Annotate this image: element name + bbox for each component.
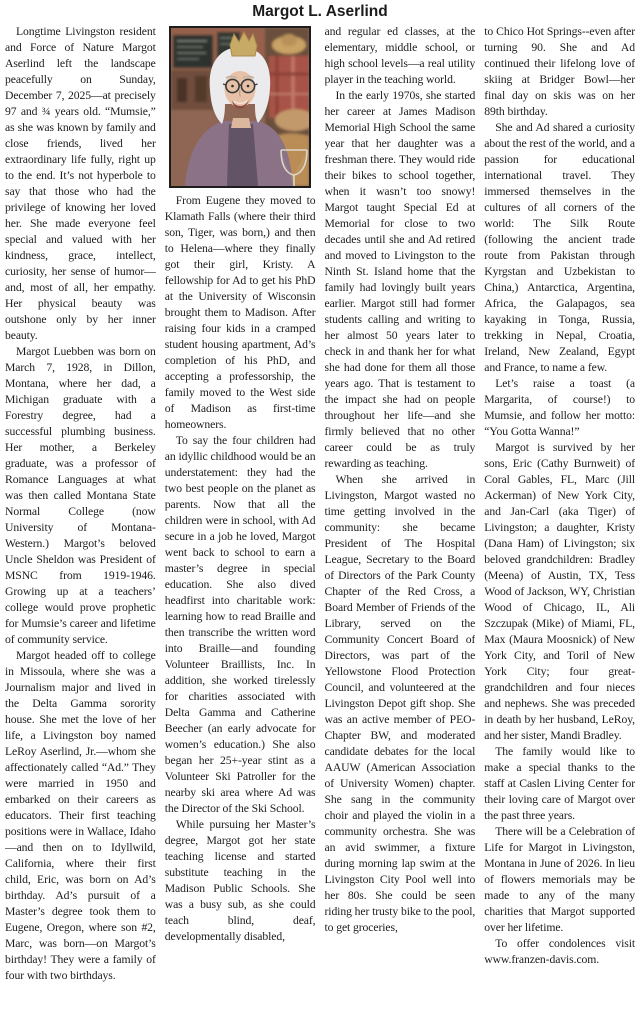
paragraph: Margot headed off to college in Missoula, where she was a Journalism major and lived in the Delta Gamma sorority house. She met the love of her life, a Livingston boy named LeRoy Aserlind, Jr.—whom she affectionately called “Ad.” They were married in 1950 and embarked on their careers as educators. Their first teaching positions were in Wallace, Idaho—and then on to Idyllwild, California, where their first child, Eric, was born on Ad’s birthday. Ad’s pursuit of a Master’s degree took them to Eugene, Oregon, where son #2, Marc, was born—on Margot’s birthday! They were a family of four with two birthdays. — [5, 649, 156, 982]
paragraph: While pursuing her Master’s degree, Margot got her state teaching license and started substitute teaching in the Madison Public Schools. She was a busy sub, as she could teach blind, deaf, developmentally disabled, — [164, 818, 316, 943]
portrait-photo-illustration — [171, 28, 309, 186]
paragraph: There will be a Celebration of Life for Margot in Livingston, Montana in June of 2026. In lieu of flowers memorials may be made to any of the many charities that Margot supported over her lifetime. — [484, 825, 635, 934]
paragraph: Margot Luebben was born on March 7, 1928, in Dillon, Montana, where her dad, a Michigan graduate with a Forestry degree, had a successful plumbing business. Her mother, a Berkeley graduate, was a professor of Romance Languages at what was then called Montana State Normal College (now University of Montana-Western.) Margot’s beloved Uncle Sheldon was President of MSNC from 1919-1946. Growing up at a teachers’ college would prove prophetic for Mumsie’s career and lifetime of community service. — [5, 345, 156, 646]
paragraph: When she arrived in Livingston, Margot wasted no time getting involved in the community: she became President of The Hospital League, Secretary to the Board of Directors of the Park County Chapter of the Red Cross, a Board Member of Friends of the Library, served on the Community Concert Board of Directors, was part of the Yellowstone Flood Protection Council, and volunteered at the Livingston Depot gift shop. She was an active member of PEO-Chapter BW, and moderated candidate debates for the local AAUW (American Association of University Women) chapter. She sang in the community choir and played the violin in a community orchestra. She was an avid swimmer, a fixture during morning lap swim at the Livingston City Pool well into her 80s. She could be seen riding her trusty bike to the pool, to get groceries, — [324, 473, 476, 934]
obituary-columns — [0, 22, 640, 1024]
text-column-1 — [5, 24, 156, 1024]
text-column-2 — [165, 24, 316, 1024]
paragraph: She and Ad shared a curiosity about the rest of the world, and a passion for educational international travel. They immersed themselves in the cultures of all corners of the world: The Silk Route (following the ancient trade route from Pakistan through Kyrgstan and Uzbekistan to China,) Antarctica, Argentina, Africa, the Galapagos, sea kayaking in Tonga, Russia, trekking in Nepal, Croatia, Ireland, New Zealand, Egypt and France, to name a few. — [484, 121, 635, 374]
paragraph: Margot is survived by her sons, Eric (Cathy Burnweit) of Coral Gables, FL, Marc (Jill Ackerman) of New York City, and Jan-Carl (aka Tiger) of Livingston; a daughter, Kristy (Dana Ham) of Livingston; six beloved grandchildren: Bradley (Meena) of Austin, TX, Tess Wood of Jackson, WY, Christian Wood of Chicago, IL, Ali Szczupak (Mike) of Miami, FL, Max (Maura Moosnick) of New York City, and Toril of New York City; four great-grandchildren and four nieces and nephews. She was preceded in death by her husband, LeRoy, and her sister, Mandi Bradley. — [484, 441, 635, 742]
paragraph: From Eugene they moved to Klamath Falls (where their third son, Tiger, was born,) and then to Helena—where they finally got their girl, Kristy. A fellowship for Ad to get his PhD at the University of Wisconsin brought them to Madison. After raising four kids in a cramped student housing apartment, Ad’s completion of his PhD, and accepting a professorship, the family moved to the West side of Madison as first-time homeowners. — [164, 194, 316, 431]
paragraph: Longtime Livingston resident and Force of Nature Margot Aserlind left the landscape peacefully on Sunday, December 7, 2025—at precisely 97 and ¾ years old. “Mumsie,” as she was known by family and close friends, lived her extraordinary life fully, right up to the end. It’s not hyperbole to say that those who had the privilege of knowing her loved her. She made everyone feel special and valued with her kindness, grace, intellect, curiosity, her sense of humor—and, most of all, her empathy. Her physical beauty was outshone only by her inner beauty. — [5, 25, 156, 342]
paragraph-continuation: to Chico Hot Springs--even after turning 90. She and Ad continued their lifelong love of skiing at Bridger Bowl—her final day on skis was on her 89th birthday. — [484, 25, 635, 118]
page-title: Margot L. Aserlind — [252, 3, 388, 20]
paragraph: In the early 1970s, she started her career at James Madison Memorial High School the same year that her daughter was a freshman there. They would ride their bikes to school together, when it wasn’t too snowy! Margot taught Special Ed at Memorial for close to two decades until she and Ad retired and moved to Livingston to the Ninth St. Island home that the family had lovingly built years earlier. Margot still had former students calling and writing to her almost 50 years later to check in and thank her for what she had done for them all those years ago. That is testament to the impact she had on people throughout her life—and she firmly believed that no other career could be as truly rewarding as teaching. — [324, 89, 476, 470]
portrait-photo — [169, 26, 311, 188]
paragraph: To say the four children had an idyllic childhood would be an understatement: they had the two best people on the planet as parents. Now that all the children were in school, with Ad secure in a job he loved, Margot went back to school to earn a master’s degree in special education. She also dived headfirst into charitable work: learning how to read Braille and then transcribe the written word into Braille—and founding Volunteer Braillists, Inc. In addition, she worked tirelessly for charities associated with Delta Gamma and Catherine Beecher (an early advocate for women’s education.) She also began her 25+-year stint as a Volunteer Ski Patroller for the nearby ski area where Ad was the Director of the Ski School. — [164, 434, 316, 815]
text-column-3 — [325, 24, 476, 1024]
paragraph: To offer condolences visit www.franzen-davis.com. — [484, 937, 635, 966]
text-column-4 — [484, 24, 635, 1024]
paragraph: Let’s raise a toast (a Margarita, of course!) to Mumsie, and follow her motto: “You Gotta Wanna!” — [484, 377, 635, 438]
paragraph: The family would like to make a special thanks to the staff at Caslen Living Center for their loving care of Margot over the past three years. — [484, 745, 635, 822]
paragraph-continuation: and regular ed classes, at the elementary, middle school, or high school levels—a real utility player in the teaching world. — [324, 25, 476, 86]
